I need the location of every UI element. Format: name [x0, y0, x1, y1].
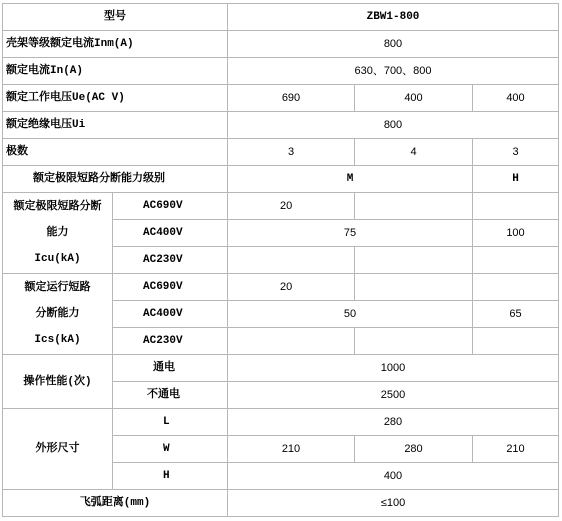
dimension-l-value: 280	[228, 409, 559, 436]
rated-current-value: 630、700、800	[228, 58, 559, 85]
arc-distance-value: ≤100	[228, 490, 559, 517]
icu-voltage-2: AC400V	[113, 220, 228, 247]
frame-current-value: 800	[228, 31, 559, 58]
dimension-w-value-2: 280	[355, 436, 473, 463]
row-insulation-voltage	[3, 112, 559, 139]
rated-current-label: 额定电流In(A)	[3, 58, 228, 85]
ics-label	[3, 274, 113, 355]
breaking-level-label: 额定极限短路分断能力级别	[3, 166, 228, 193]
dimension-h-name: H	[113, 463, 228, 490]
row-rated-current	[3, 58, 559, 85]
row-dimension-l	[3, 409, 559, 436]
rated-voltage-value-1: 690	[228, 85, 355, 112]
row-ics-1	[3, 274, 559, 301]
arc-distance-label: 飞弧距离(mm)	[3, 490, 228, 517]
icu-label-line-1: 额定极限短路分断	[13, 201, 102, 213]
icu-label-line-2: 能力	[46, 227, 69, 239]
dimension-l-name: L	[113, 409, 228, 436]
poles-value-1: 3	[228, 139, 355, 166]
rated-voltage-label: 额定工作电压Ue(AC V)	[3, 85, 228, 112]
operation-value-1: 1000	[228, 355, 559, 382]
row-breaking-level	[3, 166, 559, 193]
model-value: ZBW1-800	[228, 4, 559, 31]
breaking-level-h: H	[473, 166, 559, 193]
icu-value-400-h: 100	[473, 220, 559, 247]
ics-label-line-1: 额定运行短路	[24, 282, 91, 294]
icu-value-690: 20	[228, 193, 355, 220]
insulation-voltage-label: 额定绝缘电压Ui	[3, 112, 228, 139]
row-frame-current	[3, 31, 559, 58]
ics-voltage-2: AC400V	[113, 301, 228, 328]
operation-name-1: 通电	[113, 355, 228, 382]
ics-value-400: 50	[228, 301, 473, 328]
ics-value-230	[228, 328, 355, 355]
ics-value-690-h	[473, 274, 559, 301]
icu-value-690-h	[473, 193, 559, 220]
operation-name-2: 不通电	[113, 382, 228, 409]
poles-value-3: 3	[473, 139, 559, 166]
icu-value-400: 75	[228, 220, 473, 247]
ics-empty-690	[355, 274, 473, 301]
icu-label-line-3: Icu(kA)	[34, 253, 81, 265]
ics-voltage-3: AC230V	[113, 328, 228, 355]
row-arc-distance	[3, 490, 559, 517]
ics-label-line-3: Ics(kA)	[34, 334, 81, 346]
operation-label: 操作性能(次)	[3, 355, 113, 409]
icu-value-230-h	[473, 247, 559, 274]
dimensions-label: 外形尺寸	[3, 409, 113, 490]
icu-voltage-1: AC690V	[113, 193, 228, 220]
spec-table	[2, 3, 559, 517]
ics-value-230-h	[473, 328, 559, 355]
dimension-h-value: 400	[228, 463, 559, 490]
dimension-w-name: W	[113, 436, 228, 463]
row-rated-voltage	[3, 85, 559, 112]
row-icu-1	[3, 193, 559, 220]
poles-label: 极数	[3, 139, 228, 166]
icu-empty-690	[355, 193, 473, 220]
ics-label-line-2: 分断能力	[35, 308, 80, 320]
insulation-voltage-value: 800	[228, 112, 559, 139]
rated-voltage-value-3: 400	[473, 85, 559, 112]
poles-value-2: 4	[355, 139, 473, 166]
row-poles	[3, 139, 559, 166]
icu-value-230	[228, 247, 355, 274]
ics-voltage-1: AC690V	[113, 274, 228, 301]
row-model	[3, 4, 559, 31]
dimension-w-value-1: 210	[228, 436, 355, 463]
operation-value-2: 2500	[228, 382, 559, 409]
ics-empty-230	[355, 328, 473, 355]
ics-value-690: 20	[228, 274, 355, 301]
breaking-level-m: M	[228, 166, 473, 193]
icu-voltage-3: AC230V	[113, 247, 228, 274]
rated-voltage-value-2: 400	[355, 85, 473, 112]
ics-value-400-h: 65	[473, 301, 559, 328]
icu-label	[3, 193, 113, 274]
icu-empty-230	[355, 247, 473, 274]
frame-current-label: 壳架等级额定电流Inm(A)	[3, 31, 228, 58]
row-operation-1	[3, 355, 559, 382]
model-label: 型号	[3, 4, 228, 31]
dimension-w-value-3: 210	[473, 436, 559, 463]
